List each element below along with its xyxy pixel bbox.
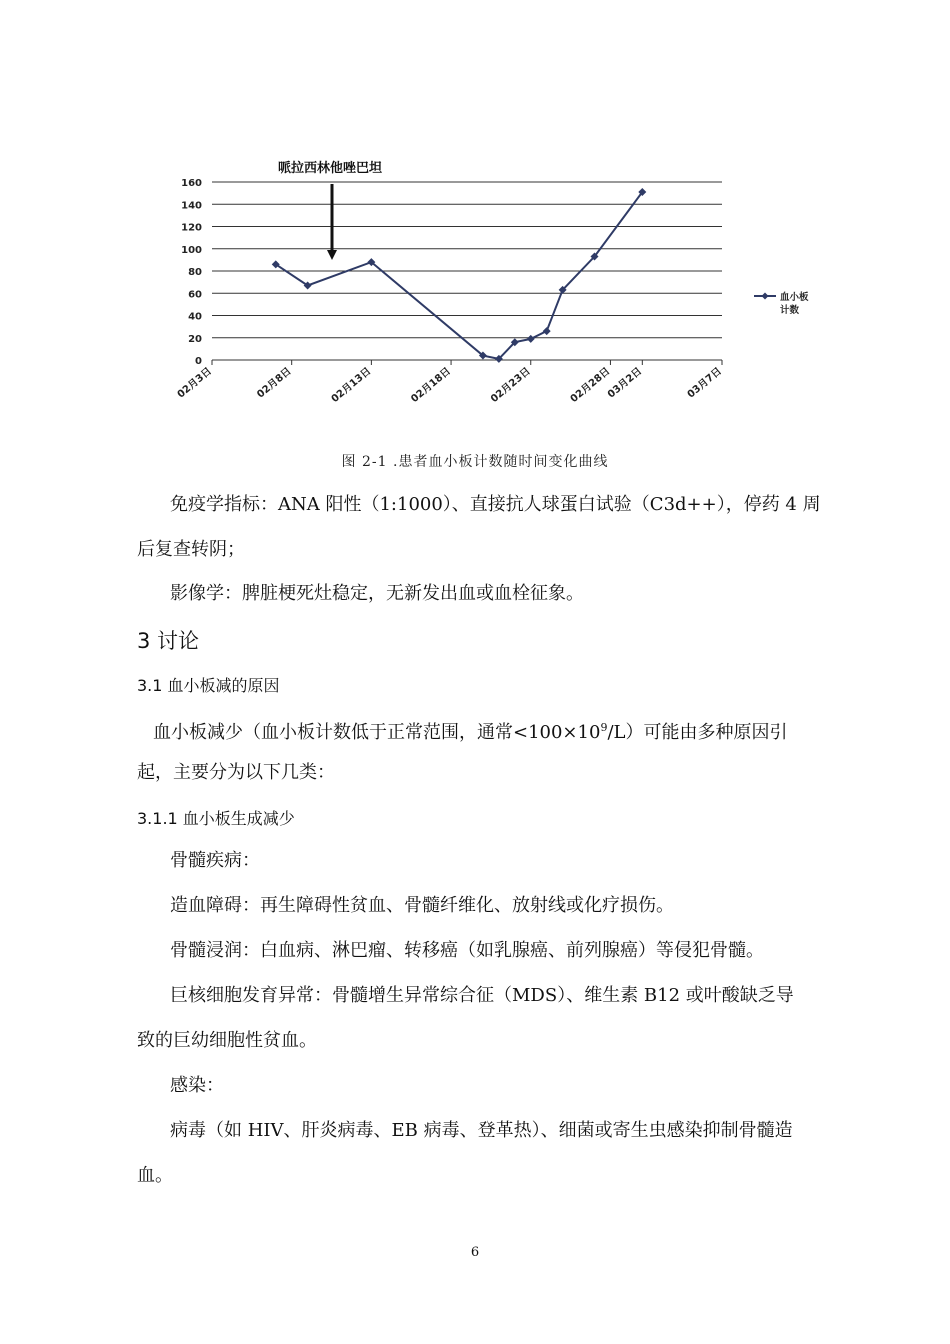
x-tick-label: 02月23日 xyxy=(488,365,533,406)
paragraph-hematopoietic: 造血障碍：再生障碍性贫血、骨髓纤维化、放射线或化疗损伤。 xyxy=(170,895,674,916)
paragraph-thrombocytopenia-text-a: 血小板减少（血小板计数低于正常范围，通常<100×10 xyxy=(153,722,601,743)
paragraph-thrombocytopenia xyxy=(153,717,787,744)
paragraph-immunology-cont: 后复查转阴； xyxy=(137,539,245,560)
paragraph-infection-detail: 病毒（如 HIV、肝炎病毒、EB 病毒、登革热）、细菌或寄生虫感染抑制骨髓造 xyxy=(170,1120,793,1141)
paragraph-immunology: 免疫学指标：ANA 阳性（1:1000）、直接抗人球蛋白试验（C3d++），停药 4 周 xyxy=(170,494,821,515)
x-tick-label: 02月8日 xyxy=(255,365,294,401)
y-tick-label: 120 xyxy=(181,222,202,234)
y-tick-labels xyxy=(181,178,202,367)
paragraph-marrow-disease: 骨髓疾病： xyxy=(170,850,260,871)
paragraph-infection: 感染： xyxy=(170,1075,224,1096)
page-number: 6 xyxy=(470,1245,480,1260)
x-tick-label: 03月7日 xyxy=(685,365,724,401)
paragraph-infection-detail-cont: 血。 xyxy=(137,1165,173,1186)
data-point xyxy=(543,327,551,335)
paragraph-infiltration: 骨髓浸润：白血病、淋巴瘤、转移癌（如乳腺癌、前列腺癌）等侵犯骨髓。 xyxy=(170,940,764,961)
platelet-chart xyxy=(160,150,840,450)
paragraph-thrombocytopenia-cont: 起，主要分为以下几类： xyxy=(137,762,335,783)
exponent: 9 xyxy=(600,721,608,734)
heading-discussion: 3 讨论 xyxy=(137,629,200,653)
chart-legend xyxy=(754,291,809,316)
paragraph-thrombocytopenia-text-b: /L）可能由多种原因引 xyxy=(607,722,788,743)
heading-3-1-1: 3.1.1 血小板生成减少 xyxy=(137,809,295,828)
data-point xyxy=(527,335,535,343)
y-tick-label: 100 xyxy=(181,244,202,256)
paragraph-megakaryocyte: 巨核细胞发育异常：骨髓增生异常综合征（MDS）、维生素 B12 或叶酸缺乏导 xyxy=(170,985,794,1006)
heading-3-1: 3.1 血小板减的原因 xyxy=(137,676,280,695)
legend-label-line2: 计数 xyxy=(780,305,800,316)
y-tick-label: 0 xyxy=(195,356,202,367)
chart-annotation xyxy=(278,160,382,260)
y-tick-label: 80 xyxy=(188,267,202,278)
figure-caption: 图 2-1 .患者血小板计数随时间变化曲线 xyxy=(341,454,609,470)
paragraph-imaging: 影像学：脾脏梗死灶稳定，无新发出血或血栓征象。 xyxy=(170,583,584,604)
chart-series xyxy=(272,188,647,363)
x-tick-label: 02月28日 xyxy=(568,365,613,406)
legend-marker xyxy=(762,293,769,300)
x-tick-label: 03月2日 xyxy=(605,365,645,401)
annotation-arrow-head xyxy=(327,250,337,260)
x-tick-labels xyxy=(174,364,724,405)
x-tick-label: 02月3日 xyxy=(175,365,214,401)
y-tick-label: 20 xyxy=(188,333,202,345)
y-tick-label: 60 xyxy=(188,289,202,301)
y-tick-label: 140 xyxy=(181,200,202,212)
y-tick-label: 160 xyxy=(181,178,202,189)
x-tick-label: 02月13日 xyxy=(329,365,374,406)
paragraph-megakaryocyte-cont: 致的巨幼细胞性贫血。 xyxy=(137,1030,317,1051)
annotation-label: 哌拉西林他唑巴坦 xyxy=(277,161,383,176)
x-tick-label: 02月18日 xyxy=(409,365,453,406)
legend-label-line1: 血小板 xyxy=(780,292,809,303)
y-tick-label: 40 xyxy=(188,311,202,323)
